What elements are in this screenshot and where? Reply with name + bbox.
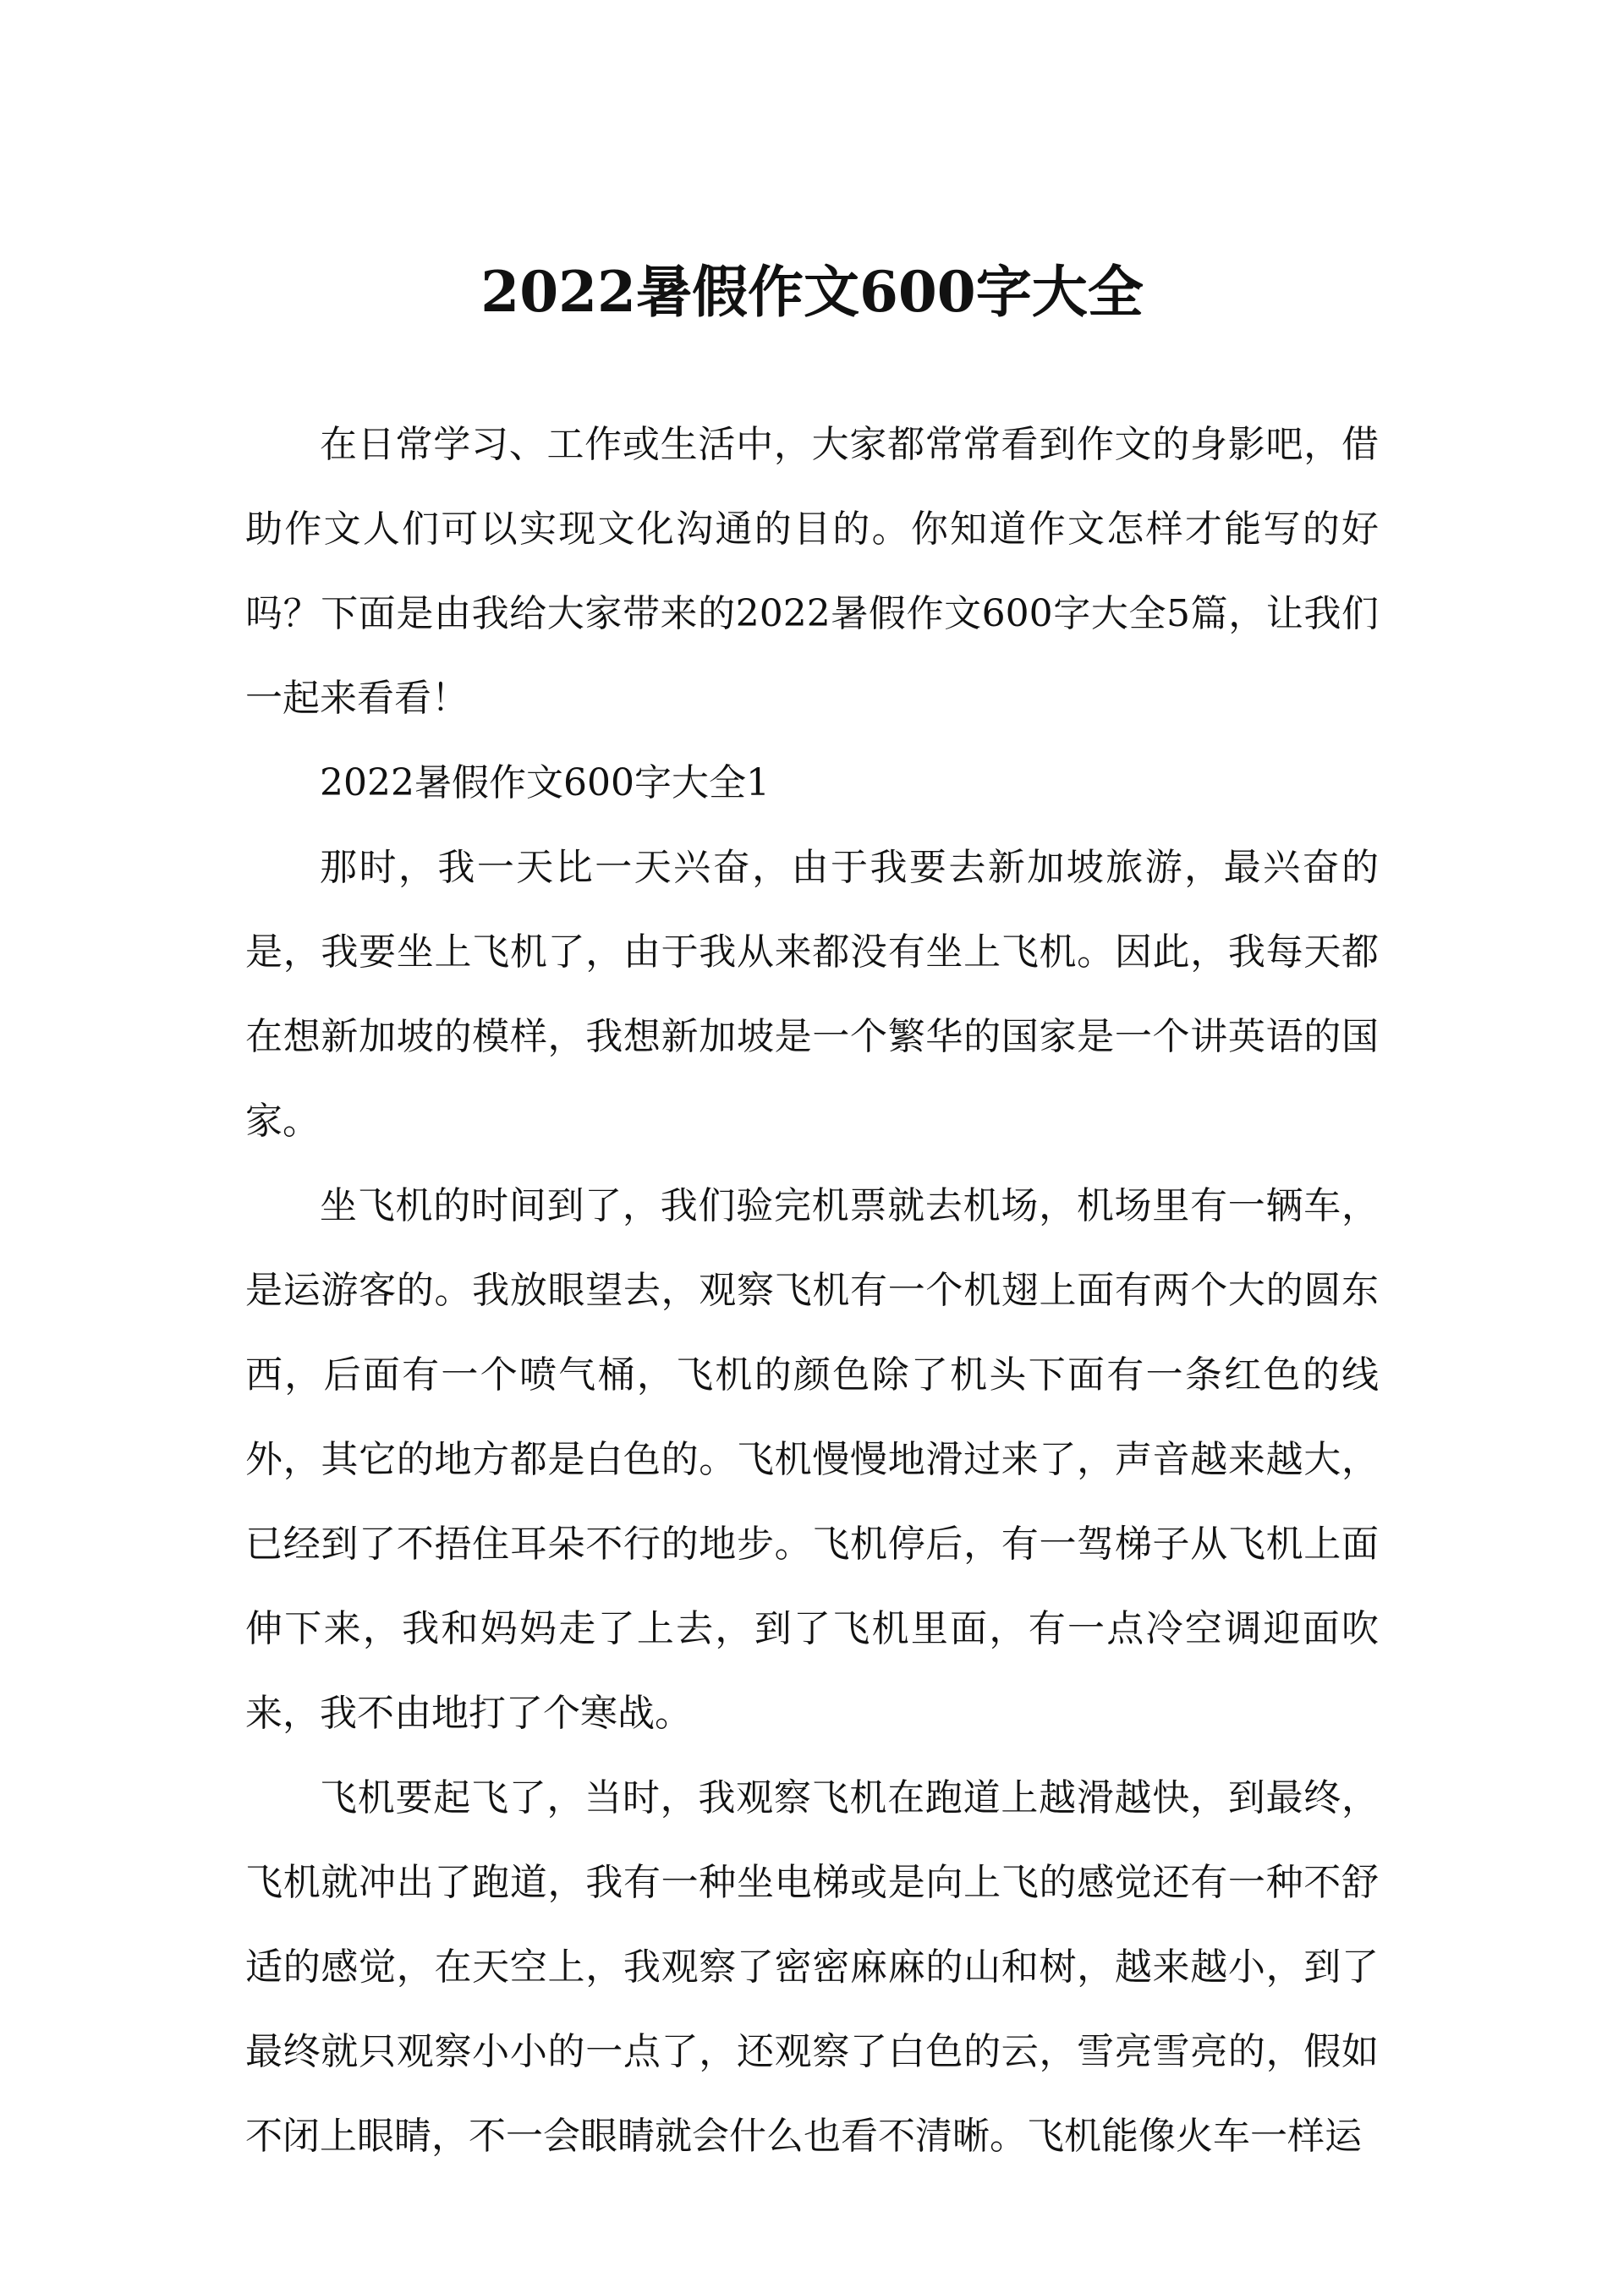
body-paragraph: 坐飞机的时间到了，我们验完机票就去机场，机场里有一辆车，是运游客的。我放眼望去，观察飞机有一个机翅上面有两个大的圆东西，后面有一个喷气桶，飞机的颜色除了机头下面有一条红色的线外，其它的地方都是白色的。飞机慢慢地滑过来了，声音越来越大，已经到了不捂住耳朵不行的地步。飞机停后，有一驾梯子从飞机上面伸下来，我和妈妈走了上去，到了飞机里面，有一点冷空调迎面吹来，我不由地打了个寒战。	[245, 1184, 1379, 1735]
intro-paragraph: 在日常学习、工作或生活中，大家都常常看到作文的身影吧，借助作文人们可以实现文化沟通的目的。你知道作文怎样才能写的好吗？下面是由我给大家带来的2022暑假作文600字大全5篇，让我们一起来看看！	[245, 423, 1379, 720]
document-title: 2022暑假作文600字大全	[480, 259, 1144, 325]
section-heading: 2022暑假作文600字大全1	[320, 761, 770, 804]
body-paragraph: 飞机要起飞了，当时，我观察飞机在跑道上越滑越快，到最终，飞机就冲出了跑道，我有一种坐电梯或是向上飞的感觉还有一种不舒适的感觉，在天空上，我观察了密密麻麻的山和树，越来越小，到了最终就只观察小小的一点了，还观察了白色的云，雪亮雪亮的，假如不闭上眼睛，不一会眼睛就会什么也看不清晰。飞机能像火车一样运	[245, 1776, 1379, 2158]
document-body	[245, 403, 1379, 2179]
body-paragraph: 那时，我一天比一天兴奋，由于我要去新加坡旅游，最兴奋的是，我要坐上飞机了，由于我从来都没有坐上飞机。因此，我每天都在想新加坡的模样，我想新加坡是一个繁华的国家是一个讲英语的国家。	[245, 846, 1379, 1143]
